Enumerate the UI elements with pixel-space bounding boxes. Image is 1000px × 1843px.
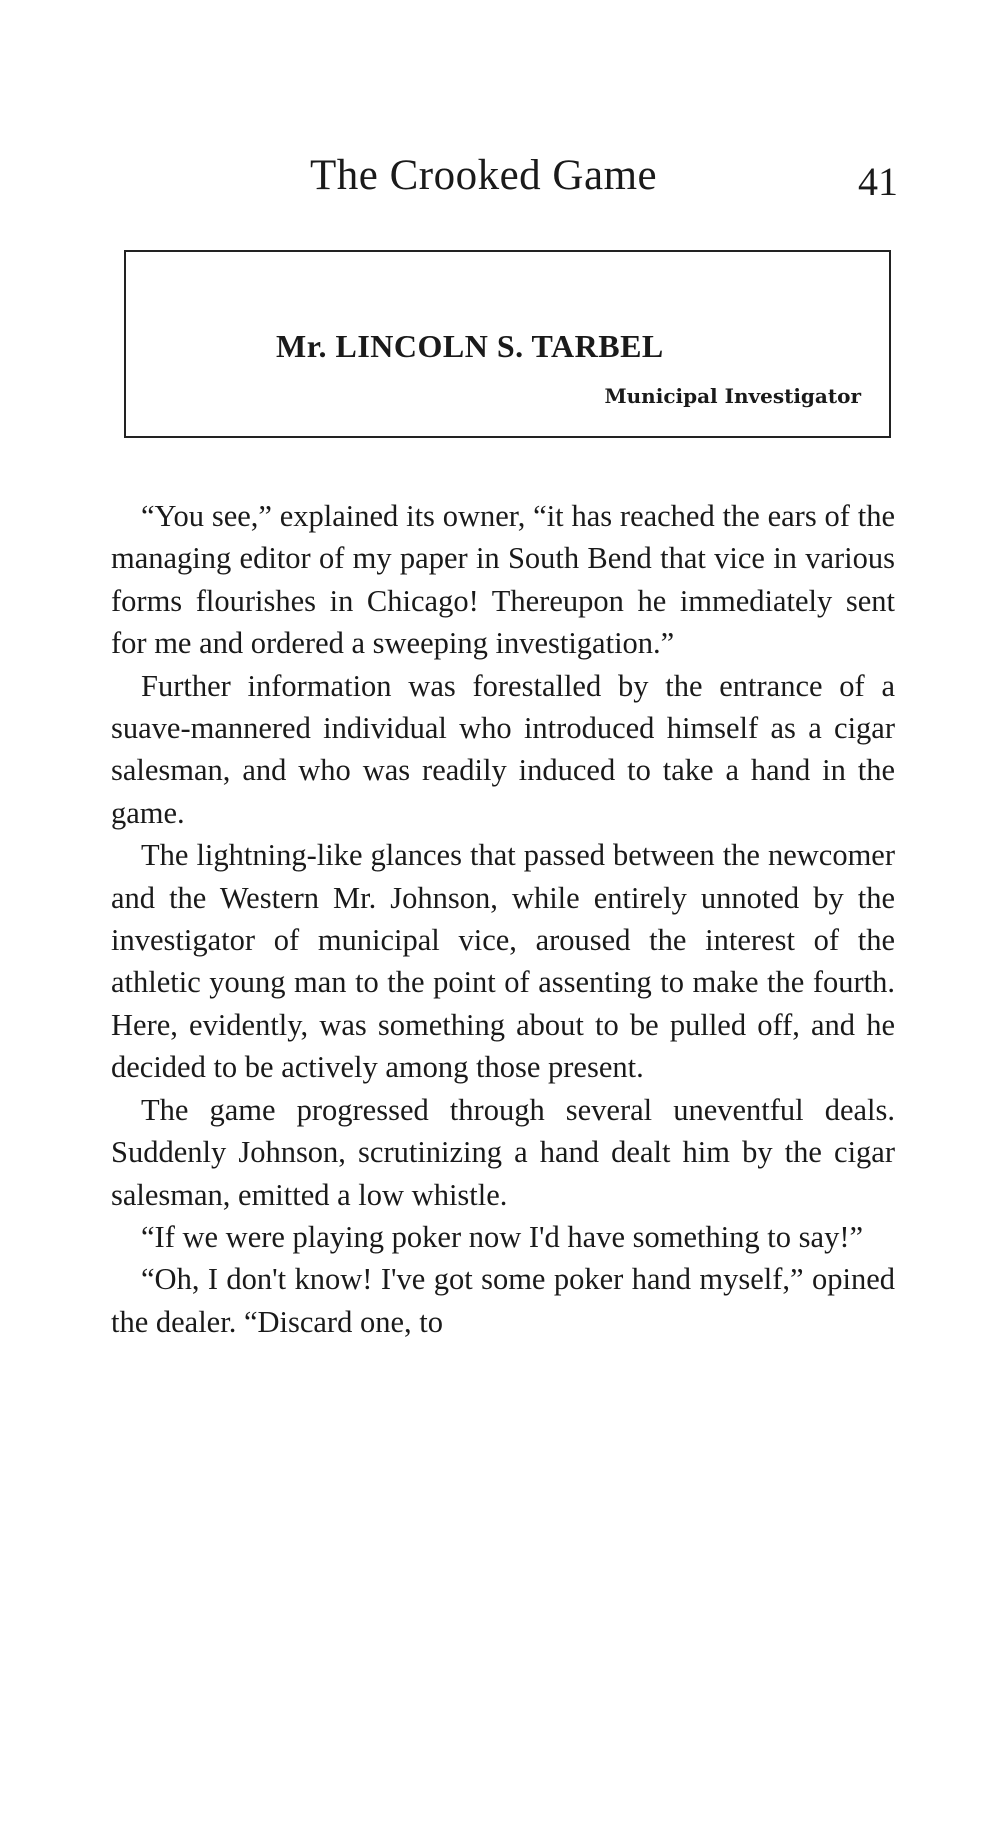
page-number: 41 (858, 159, 898, 204)
body-text (111, 495, 895, 1343)
card-name: Mr. LINCOLN S. TARBEL (276, 328, 664, 364)
running-head (0, 146, 1000, 206)
paragraph-3: The lightning-like glances that passed between the newcomer and the Western Mr. Johnson, while entirely unnoted by the investigator of municipal vice, aroused the interest of the athletic young man to the point of assenting to make the fourth. Here, evidently, was something about to be pulled off, and he decided to be actively among those present. (111, 838, 895, 1085)
paragraph-2: Further information was forestalled by the entrance of a suave-mannered individual who introduced himself as a cigar salesman, and who was readily induced to take a hand in the game. (111, 668, 895, 830)
paragraph-1: “You see,” explained its owner, “it has reached the ears of the managing editor of my paper in South Bend that vice in various forms flourishes in Chicago! Thereupon he immediately sent for me and ordered a sweeping investigation.” (111, 499, 895, 661)
paragraph-5: “If we were playing poker now I'd have something to say!” (141, 1219, 864, 1254)
card-title: Municipal Investigator (604, 384, 861, 408)
paragraph-6: “Oh, I don't know! I've got some poker hand myself,” opined the dealer. “Discard one, to (111, 1262, 895, 1339)
running-title: The Crooked Game (310, 152, 658, 199)
business-card (124, 250, 891, 438)
paragraph-4: The game progressed through several uneventful deals. Suddenly Johnson, scrutinizing a hand dealt him by the cigar salesman, emitted a low whistle. (111, 1092, 895, 1212)
